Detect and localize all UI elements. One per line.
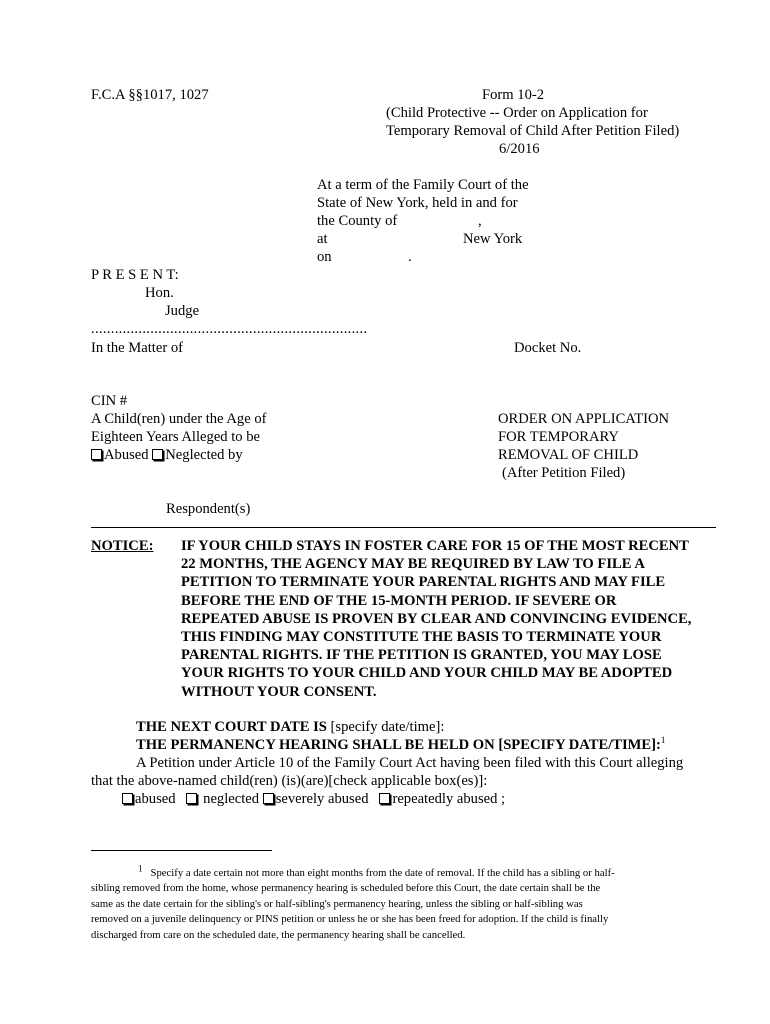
abused-checkbox[interactable] xyxy=(91,449,102,460)
neglected-by-label: Neglected by xyxy=(165,447,243,463)
order-title-line-4: (After Petition Filed) xyxy=(502,465,626,481)
court-term-line-2: State of New York, held in and for xyxy=(317,195,518,211)
caption-divider xyxy=(91,527,716,528)
notice-label: NOTICE: xyxy=(91,538,154,554)
matter-label: In the Matter of xyxy=(91,340,183,356)
permanency-hearing-line xyxy=(136,736,665,754)
on-period: . xyxy=(408,249,412,265)
petition-line-1: A Petition under Article 10 of the Family Court Act having been filed with this Court alleging xyxy=(136,755,684,771)
form-description-line-2: Temporary Removal of Child After Petition Filed) xyxy=(386,123,680,139)
present-label: P R E S E N T: xyxy=(91,267,179,283)
opt-abused-checkbox[interactable] xyxy=(122,793,133,804)
opt-neglected-label: neglected xyxy=(203,791,260,807)
child-age-line-2: Eighteen Years Alleged to be xyxy=(91,429,261,445)
opt-neglected-checkbox[interactable] xyxy=(186,793,197,804)
opt-severely-checkbox[interactable] xyxy=(263,793,274,804)
footnote-line: $^1$ Specify a date certain not more than eight months from the date of removal. If the child has a sibling or half- xyxy=(138,863,615,879)
notice-line: PARENTAL RIGHTS. IF THE PETITION IS GRANTED, YOU MAY LOSE xyxy=(181,647,662,664)
docket-label: Docket No. xyxy=(514,340,582,356)
notice-line: REPEATED ABUSE IS PROVEN BY CLEAR AND CONVINCING EVIDENCE, xyxy=(181,610,692,627)
footnote-line: sibling removed from the home, whose permanency hearing is scheduled before this Court, the date certain shall be the xyxy=(91,882,601,895)
child-age-line-1: A Child(ren) under the Age of xyxy=(91,411,267,427)
notice-line: YOUR RIGHTS TO YOUR CHILD AND YOUR CHILD MAY BE ADOPTED xyxy=(181,665,673,682)
footnote-line: same as the date certain for the sibling's or half-sibling's permanency hearing, unless the sibling or half-sibling was xyxy=(91,897,583,910)
form-date: 6/2016 xyxy=(499,141,540,157)
allegation-line xyxy=(91,446,243,464)
county-label: the County of xyxy=(317,213,398,229)
statute-citation: F.C.A §§1017, 1027 xyxy=(91,87,209,103)
order-title-line-3: REMOVAL OF CHILD xyxy=(498,447,639,463)
dotted-separator: ...................................................................... xyxy=(91,321,368,337)
opt-abused-label: abused xyxy=(135,791,176,807)
petition-line-2: that the above-named child(ren) (is)(are)[check applicable box(es)]: xyxy=(91,773,488,789)
notice-line: THIS FINDING MAY CONSTITUTE THE BASIS TO TERMINATE YOUR xyxy=(181,628,662,645)
footnote-reference[interactable]: 1 xyxy=(660,735,666,746)
abused-label: Abused xyxy=(104,447,149,463)
footnote xyxy=(91,863,691,943)
form-description-line-1: (Child Protective -- Order on Application for xyxy=(386,105,648,121)
footnote-line: discharged from care on the scheduled date, the permanency hearing shall be cancelled. xyxy=(91,928,466,941)
judge-label: Judge xyxy=(165,303,200,319)
opt-repeatedly-checkbox[interactable] xyxy=(379,793,390,804)
notice-text xyxy=(181,537,726,701)
order-title-line-1: ORDER ON APPLICATION xyxy=(498,411,670,427)
next-court-date-hint: [specify date/time]: xyxy=(330,719,445,735)
hon-label: Hon. xyxy=(145,285,174,301)
footnote-line: removed on a juvenile delinquency or PINS petition or unless he or she has been freed for adoption. If the child is finally xyxy=(91,913,609,926)
next-court-date-line xyxy=(136,718,444,736)
cin-label: CIN # xyxy=(91,393,128,409)
on-label: on xyxy=(317,249,332,265)
order-title-line-2: FOR TEMPORARY xyxy=(498,429,619,445)
opt-severely-label: severely abused xyxy=(275,791,369,807)
next-court-date-label: THE NEXT COURT DATE IS xyxy=(136,719,327,735)
notice-line: WITHOUT YOUR CONSENT. xyxy=(181,683,377,700)
notice-line: IF YOUR CHILD STAYS IN FOSTER CARE FOR 15 OF THE MOST RECENT xyxy=(181,538,689,554)
neglected-checkbox[interactable] xyxy=(152,449,163,460)
permanency-hearing-label: THE PERMANENCY HEARING SHALL BE HELD ON [SPECIFY DATE/TIME]: xyxy=(136,737,661,753)
notice-line: 22 MONTHS, THE AGENCY MAY BE REQUIRED BY LAW TO FILE A xyxy=(181,556,645,573)
at-label: at xyxy=(317,231,328,247)
form-number: Form 10-2 xyxy=(482,87,545,103)
notice-line: PETITION TO TERMINATE YOUR PARENTAL RIGHTS AND MAY FILE xyxy=(181,574,666,591)
allegation-options xyxy=(122,790,505,808)
respondents-label: Respondent(s) xyxy=(166,501,251,517)
notice-line: BEFORE THE END OF THE 15-MONTH PERIOD. IF SEVERE OR xyxy=(181,592,617,609)
opt-repeatedly-label: repeatedly abused ; xyxy=(392,791,506,807)
county-comma: , xyxy=(478,213,482,229)
footnote-marker: 1 xyxy=(138,863,143,874)
footnote-divider xyxy=(91,850,272,851)
state-name: New York xyxy=(463,231,523,247)
court-term-line-1: At a term of the Family Court of the xyxy=(317,177,529,193)
